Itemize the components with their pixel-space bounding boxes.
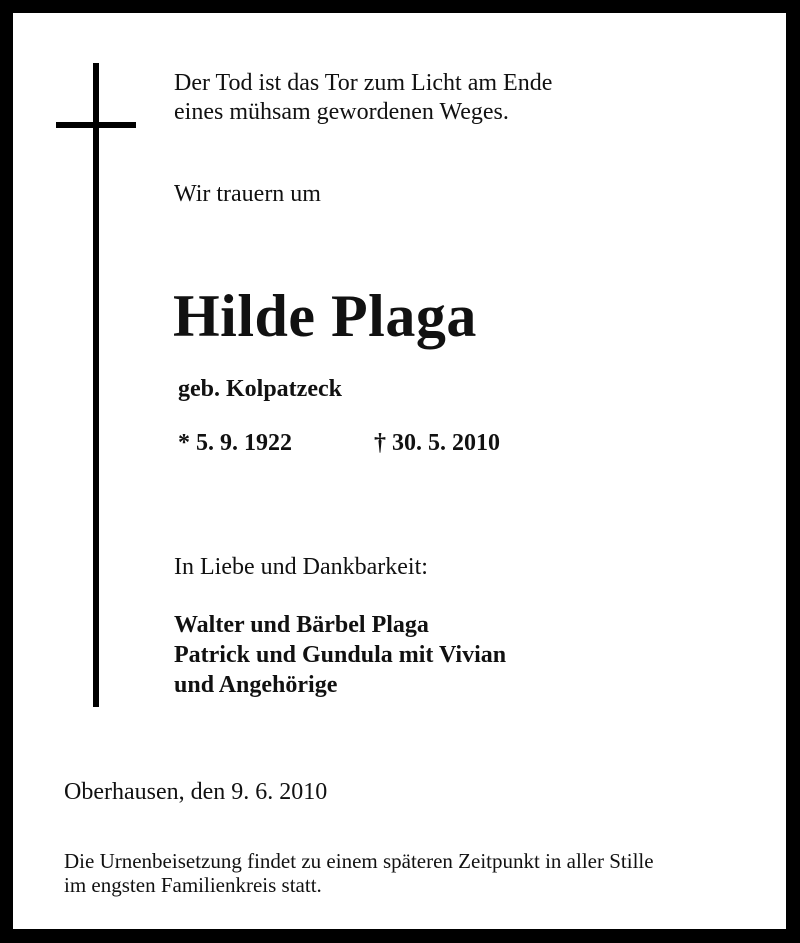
mourner-line: Walter und Bärbel Plaga [174,612,429,638]
mourning-intro: Wir trauern um [174,181,321,207]
quote-line: eines mühsam gewordenen Weges. [174,99,509,125]
funeral-note [64,849,654,897]
mourners-list [174,610,506,700]
cross-icon-crossbar [56,122,136,128]
death-date: † 30. 5. 2010 [374,430,500,456]
obituary-card [13,13,786,929]
quote [174,69,552,127]
funeral-note-line: Die Urnenbeisetzung findet zu einem späteren Zeitpunkt in aller Stille [64,849,654,873]
quote-line: Der Tod ist das Tor zum Licht am Ende [174,70,553,96]
funeral-note-line: im engsten Familienkreis statt. [64,873,322,897]
maiden-name: geb. Kolpatzeck [178,376,342,402]
cross-icon [93,63,99,707]
mourner-line: Patrick und Gundula mit Vivian [174,642,507,668]
gratitude-line: In Liebe und Dankbarkeit: [174,554,428,580]
deceased-name: Hilde Plaga [173,283,477,349]
birth-date: * 5. 9. 1922 [178,430,292,456]
place-and-date: Oberhausen, den 9. 6. 2010 [64,779,328,805]
mourner-line: und Angehörige [174,672,338,698]
